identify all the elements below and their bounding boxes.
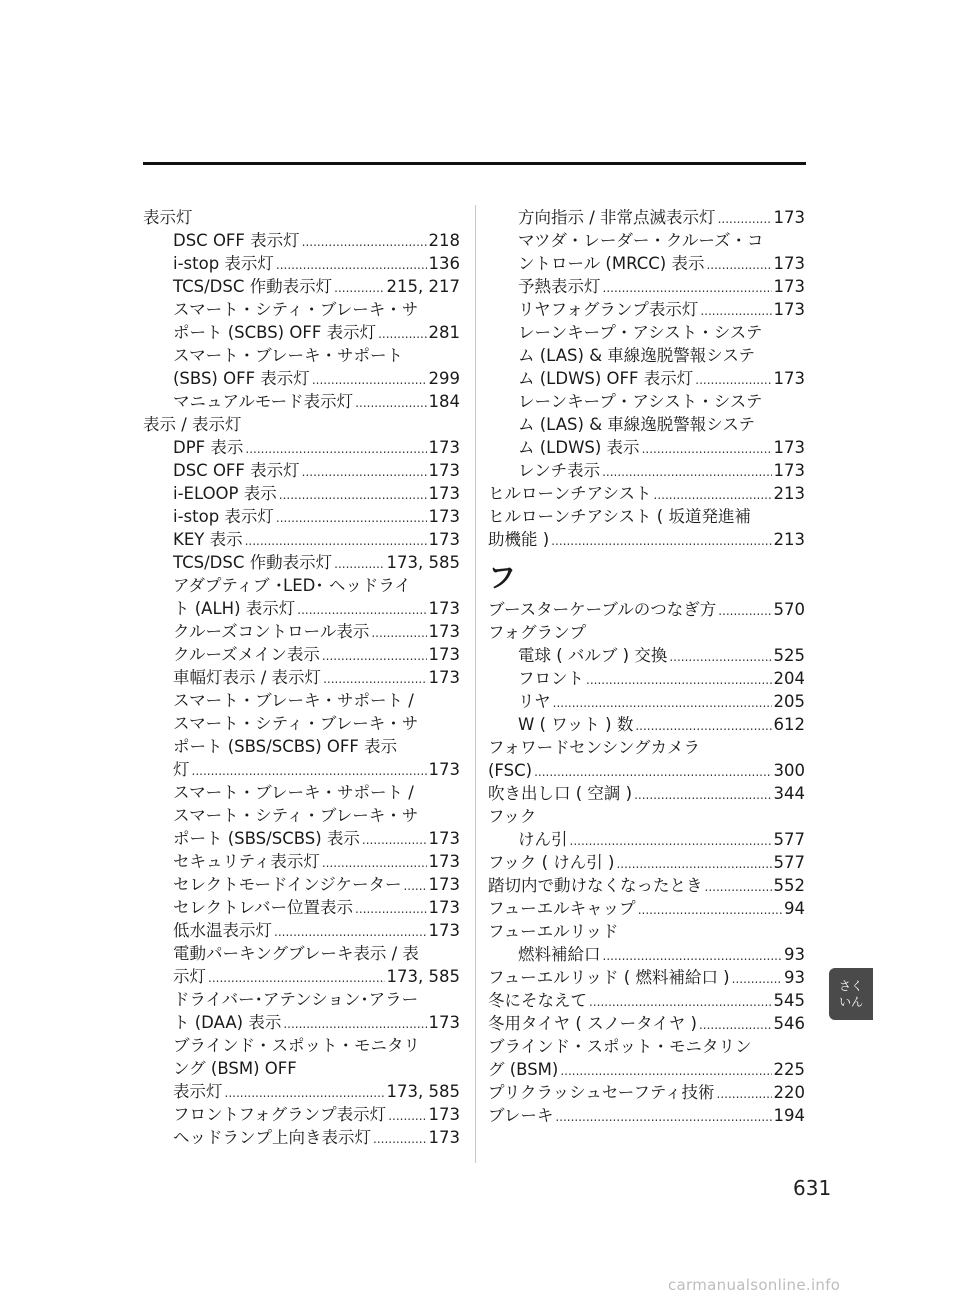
entry-term: フォワードセンシングカメラ (488, 738, 701, 757)
entry-leader-dots (297, 597, 426, 620)
entry-leader-dots (560, 1058, 771, 1081)
entry-page-ref[interactable]: 612 (773, 715, 805, 734)
entry-term: レンチ表示 (518, 461, 601, 480)
entry-term: 表示 / 表示灯 (143, 415, 242, 434)
entry-page-ref[interactable]: 173, 585 (386, 553, 460, 572)
index-entry (488, 390, 805, 413)
entry-leader-dots (279, 482, 427, 505)
index-entry (143, 620, 460, 643)
entry-term: 吹き出し口 ( 空調 ) (488, 784, 633, 803)
entry-term: ントロール (MRCC) 表示 (518, 254, 705, 273)
entry-term: フロント (518, 669, 584, 688)
entry-page-ref[interactable]: 173 (428, 829, 460, 848)
entry-leader-dots (589, 989, 772, 1012)
entry-leader-dots (586, 667, 772, 690)
index-entry (488, 298, 805, 321)
index-entry (143, 597, 460, 620)
index-entry (488, 1081, 805, 1104)
entry-term: アダプティブ ･LED･ ヘッドライ (173, 576, 411, 595)
entry-term: フック ( けん引 ) (488, 853, 615, 872)
index-entry (488, 621, 805, 644)
index-entry (143, 344, 460, 367)
entry-term: 示灯 (173, 967, 206, 986)
entry-term: リヤフォグランプ表示灯 (518, 300, 699, 319)
entry-leader-dots (705, 874, 772, 897)
index-entry (143, 206, 460, 229)
entry-page-ref[interactable]: 299 (428, 369, 460, 388)
entry-term: スマート・シティ・ブレーキ・サ (173, 806, 419, 825)
index-entry (143, 1126, 460, 1149)
entry-page-ref[interactable]: 173 (773, 277, 805, 296)
entry-leader-dots (355, 896, 426, 919)
entry-page-ref[interactable]: 194 (773, 1106, 805, 1125)
entry-leader-dots (276, 252, 427, 275)
index-entry (488, 851, 805, 874)
index-entry (143, 459, 460, 482)
index-entry (488, 943, 805, 966)
entry-leader-dots (634, 782, 771, 805)
index-entry (143, 1057, 460, 1080)
entry-term: ム (LDWS) OFF 表示灯 (518, 369, 694, 388)
index-entry (143, 804, 460, 827)
index-column-right (488, 206, 805, 1127)
index-entry (488, 252, 805, 275)
index-entry (488, 459, 805, 482)
entry-leader-dots (603, 275, 772, 298)
entry-term: 車幅灯表示 / 表示灯 (173, 668, 322, 687)
index-entry (488, 436, 805, 459)
entry-term: ム (LAS) & 車線逸脱警報システ (518, 346, 755, 365)
entry-term: グ (BSM) (488, 1060, 559, 1079)
entry-term: フック (488, 807, 537, 826)
entry-term: 表示灯 (173, 1082, 223, 1101)
index-entry (488, 528, 805, 551)
index-entry (488, 690, 805, 713)
entry-term: (SBS) OFF 表示灯 (173, 369, 310, 388)
entry-leader-dots (225, 1080, 385, 1103)
entry-page-ref[interactable]: 173 (428, 461, 460, 480)
entry-leader-dots (322, 850, 427, 873)
index-entry (143, 965, 460, 988)
entry-leader-dots (570, 828, 772, 851)
page-number: 631 (793, 1176, 832, 1200)
entry-term: 灯 (173, 760, 190, 779)
entry-leader-dots (302, 229, 427, 252)
side-tab-line2: いん (838, 995, 863, 1009)
entry-leader-dots (654, 482, 772, 505)
entry-leader-dots (706, 252, 771, 275)
entry-leader-dots (635, 713, 771, 736)
entry-term: セレクトモードインジケーター (173, 875, 402, 894)
index-entry (488, 805, 805, 828)
entry-leader-dots (302, 459, 427, 482)
index-entry (143, 275, 460, 298)
entry-page-ref[interactable]: 94 (784, 899, 805, 918)
entry-page-ref[interactable]: 173 (773, 461, 805, 480)
index-entry (488, 321, 805, 344)
entry-term: i-stop 表示灯 (173, 254, 274, 273)
entry-page-ref[interactable]: 204 (773, 669, 805, 688)
entry-term: リヤ (518, 692, 551, 711)
entry-leader-dots (373, 1126, 427, 1149)
entry-page-ref[interactable]: 173 (428, 1013, 460, 1032)
entry-page-ref[interactable]: 218 (428, 231, 460, 250)
index-entry (143, 413, 460, 436)
entry-leader-dots (245, 436, 426, 459)
entry-page-ref[interactable]: 173 (428, 898, 460, 917)
entry-term: TCS/DSC 作動表示灯 (173, 553, 333, 572)
index-entry (143, 735, 460, 758)
index-entry (143, 1103, 460, 1126)
entry-page-ref[interactable]: 173 (773, 438, 805, 457)
entry-term: ドライバー･アテンション･アラー (173, 990, 419, 1009)
entry-page-ref[interactable]: 173 (428, 875, 460, 894)
entry-leader-dots (699, 1012, 772, 1035)
side-tab-line1: さく (838, 979, 863, 993)
entry-term: スマート・ブレーキ・サポート / (173, 691, 414, 710)
entry-term: i-stop 表示灯 (173, 507, 274, 526)
entry-leader-dots (192, 758, 427, 781)
index-group-fu (488, 598, 805, 1127)
entry-page-ref[interactable]: 215, 217 (386, 277, 460, 296)
entry-term: 方向指示 / 非常点滅表示灯 (518, 208, 716, 227)
entry-term: (FSC) (488, 761, 533, 780)
index-entry (143, 988, 460, 1011)
index-entry (143, 367, 460, 390)
index-entry (143, 482, 460, 505)
index-entry (143, 1034, 460, 1057)
entry-term: マニュアルモード表示灯 (173, 392, 354, 411)
index-entry (143, 229, 460, 252)
entry-page-ref[interactable]: 173 (428, 852, 460, 871)
entry-page-ref[interactable]: 205 (773, 692, 805, 711)
index-entry (143, 827, 460, 850)
entry-term: レーンキープ・アシスト・システ (518, 392, 763, 411)
index-entry (488, 206, 805, 229)
index-column-left (143, 206, 460, 1149)
entry-page-ref[interactable]: 570 (773, 600, 805, 619)
entry-page-ref[interactable]: 225 (773, 1060, 805, 1079)
top-rule (143, 162, 806, 165)
entry-term: ング (BSM) OFF (173, 1059, 297, 1078)
index-entry (143, 666, 460, 689)
index-entry (143, 850, 460, 873)
entry-term: 燃料補給口 (518, 945, 601, 964)
entry-term: フォグランプ (488, 623, 587, 642)
index-entry (143, 505, 460, 528)
entry-term: ト (ALH) 表示灯 (173, 599, 296, 618)
index-entry (488, 828, 805, 851)
entry-term: 電動パーキングブレーキ表示 / 表 (173, 944, 419, 963)
index-entry (488, 482, 805, 505)
entry-term: スマート・ブレーキ・サポート / (173, 783, 414, 802)
index-entry (488, 367, 805, 390)
entry-term: 助機能 ) (488, 530, 550, 549)
entry-leader-dots (323, 666, 426, 689)
index-entry (143, 551, 460, 574)
index-entry (143, 1080, 460, 1103)
entry-leader-dots (616, 851, 771, 874)
entry-leader-dots (371, 620, 426, 643)
entry-term: ポート (SCBS) OFF 表示灯 (173, 323, 377, 342)
index-entry (143, 252, 460, 275)
entry-page-ref[interactable]: 93 (784, 945, 805, 964)
index-entry (488, 598, 805, 621)
entry-leader-dots (551, 528, 771, 551)
index-entry (143, 574, 460, 597)
entry-term: フューエルリッド ( 燃料補給口 ) (488, 968, 730, 987)
entry-page-ref[interactable]: 552 (773, 876, 805, 895)
entry-leader-dots (603, 943, 783, 966)
entry-leader-dots (283, 1011, 426, 1034)
entry-leader-dots (718, 206, 772, 229)
entry-page-ref[interactable]: 525 (773, 646, 805, 665)
index-entry (488, 1012, 805, 1035)
column-divider (475, 205, 476, 1163)
entry-term: クルーズメイン表示 (173, 645, 320, 664)
entry-leader-dots (362, 827, 427, 850)
entry-page-ref[interactable]: 173 (428, 760, 460, 779)
entry-term: i-ELOOP 表示 (173, 484, 277, 503)
entry-term: レーンキープ・アシスト・システ (518, 323, 763, 342)
entry-term: ヘッドランプ上向き表示灯 (173, 1128, 371, 1147)
entry-page-ref[interactable]: 173 (428, 921, 460, 940)
entry-page-ref[interactable]: 281 (428, 323, 460, 342)
entry-page-ref[interactable]: 173 (428, 1128, 460, 1147)
index-entry (143, 919, 460, 942)
index-group-top (488, 206, 805, 551)
index-entry (488, 713, 805, 736)
index-entry (488, 667, 805, 690)
entry-leader-dots (717, 1081, 772, 1104)
entry-leader-dots (378, 321, 426, 344)
entry-page-ref[interactable]: 173 (773, 369, 805, 388)
entry-page-ref[interactable]: 173 (773, 208, 805, 227)
index-entry (488, 413, 805, 436)
entry-page-ref[interactable]: 173 (428, 484, 460, 503)
index-entry (488, 1035, 805, 1058)
entry-term: 冬にそなえて (488, 991, 587, 1010)
entry-leader-dots (312, 367, 427, 390)
entry-page-ref[interactable]: 300 (773, 761, 805, 780)
entry-page-ref[interactable]: 577 (773, 830, 805, 849)
entry-page-ref[interactable]: 173 (428, 1105, 460, 1124)
entry-page-ref[interactable]: 173 (428, 668, 460, 687)
entry-term: DSC OFF 表示灯 (173, 461, 300, 480)
index-entry (488, 275, 805, 298)
index-entry (143, 896, 460, 919)
index-entry (143, 873, 460, 896)
entry-page-ref[interactable]: 577 (773, 853, 805, 872)
entry-page-ref[interactable]: 173, 585 (386, 1082, 460, 1101)
entry-page-ref[interactable]: 545 (773, 991, 805, 1010)
index-entry (488, 736, 805, 759)
entry-leader-dots (695, 367, 771, 390)
entry-leader-dots (732, 966, 782, 989)
index-entry (488, 989, 805, 1012)
index-entry (488, 644, 805, 667)
entry-term: DPF 表示 (173, 438, 244, 457)
entry-term: 低水温表示灯 (173, 921, 272, 940)
entry-page-ref[interactable]: 173 (773, 254, 805, 273)
entry-leader-dots (274, 919, 427, 942)
entry-term: けん引 (518, 830, 568, 849)
entry-leader-dots (700, 298, 771, 321)
entry-term: ヒルローンチアシスト (488, 484, 652, 503)
entry-term: 表示灯 (143, 208, 193, 227)
entry-leader-dots (638, 897, 782, 920)
entry-term: フューエルキャップ (488, 899, 636, 918)
index-entry (488, 782, 805, 805)
entry-leader-dots (322, 643, 427, 666)
index-entry (488, 229, 805, 252)
entry-page-ref[interactable]: 173 (428, 530, 460, 549)
index-entry (143, 321, 460, 344)
entry-leader-dots (245, 528, 427, 551)
entry-term: ブレーキ (488, 1106, 554, 1125)
entry-term: スマート・シティ・ブレーキ・サ (173, 714, 419, 733)
entry-term: スマート・シティ・ブレーキ・サ (173, 300, 419, 319)
entry-leader-dots (534, 759, 771, 782)
entry-term: セレクトレバー位置表示 (173, 898, 354, 917)
index-entry (488, 344, 805, 367)
index-entry (143, 436, 460, 459)
entry-term: 電球 ( バルブ ) 交換 (518, 646, 668, 665)
entry-leader-dots (334, 275, 384, 298)
index-entry (488, 897, 805, 920)
entry-leader-dots (555, 1104, 771, 1127)
entry-term: ブラインド・スポット・モニタリ (173, 1036, 421, 1055)
entry-leader-dots (718, 598, 771, 621)
entry-term: 冬用タイヤ ( スノータイヤ ) (488, 1014, 697, 1033)
entry-term: 予熱表示灯 (518, 277, 601, 296)
entry-term: W ( ワット ) 数 (518, 715, 634, 734)
entry-page-ref[interactable]: 546 (773, 1014, 805, 1033)
entry-page-ref[interactable]: 184 (428, 392, 460, 411)
entry-term: フューエルリッド (488, 922, 619, 941)
entry-leader-dots (388, 1103, 426, 1126)
index-entry (488, 759, 805, 782)
entry-page-ref[interactable]: 173, 585 (386, 967, 460, 986)
index-entry (488, 966, 805, 989)
index-entry (143, 1011, 460, 1034)
entry-term: ブラインド・スポット・モニタリン (488, 1037, 752, 1056)
entry-page-ref[interactable]: 136 (428, 254, 460, 273)
entry-term: TCS/DSC 作動表示灯 (173, 277, 333, 296)
index-side-tab[interactable] (829, 968, 873, 1020)
entry-term: セキュリティ表示灯 (173, 852, 320, 871)
entry-page-ref[interactable]: 213 (773, 484, 805, 503)
entry-leader-dots (355, 390, 426, 413)
index-entry (143, 712, 460, 735)
entry-term: スマート・ブレーキ・サポート (173, 346, 404, 365)
index-entry (143, 758, 460, 781)
watermark: carmanualsonline.info (668, 1276, 841, 1294)
entry-leader-dots (276, 505, 427, 528)
entry-term: DSC OFF 表示灯 (173, 231, 300, 250)
entry-page-ref[interactable]: 344 (773, 784, 805, 803)
index-entry (488, 920, 805, 943)
entry-page-ref[interactable]: 220 (773, 1083, 805, 1102)
index-entry (143, 390, 460, 413)
index-entry (143, 528, 460, 551)
index-entry (488, 505, 805, 528)
entry-term: プリクラッシュセーフティ技術 (488, 1083, 715, 1102)
entry-term: ブースターケーブルのつなぎ方 (488, 600, 717, 619)
entry-term: 踏切内で動けなくなったとき (488, 876, 703, 895)
index-entry (143, 781, 460, 804)
index-entry (143, 298, 460, 321)
index-entry (143, 689, 460, 712)
index-entry (488, 1058, 805, 1081)
entry-page-ref[interactable]: 173 (428, 645, 460, 664)
entry-leader-dots (602, 459, 771, 482)
entry-term: ト (DAA) 表示 (173, 1013, 282, 1032)
entry-page-ref[interactable]: 173 (428, 438, 460, 457)
entry-page-ref[interactable]: 93 (784, 968, 805, 987)
index-entry (488, 874, 805, 897)
entry-term: マツダ・レーダー・クルーズ・コ (518, 231, 764, 250)
entry-page-ref[interactable]: 173 (773, 300, 805, 319)
entry-term: ム (LDWS) 表示 (518, 438, 640, 457)
entry-page-ref[interactable]: 173 (428, 507, 460, 526)
entry-term: ム (LAS) & 車線逸脱警報システ (518, 415, 755, 434)
entry-leader-dots (553, 690, 772, 713)
entry-page-ref[interactable]: 173 (428, 622, 460, 641)
entry-leader-dots (208, 965, 385, 988)
entry-term: ポート (SBS/SCBS) 表示 (173, 829, 360, 848)
entry-term: クルーズコントロール表示 (173, 622, 370, 641)
entry-page-ref[interactable]: 173 (428, 599, 460, 618)
entry-term: ポート (SBS/SCBS) OFF 表示 (173, 737, 398, 756)
index-entry (143, 942, 460, 965)
entry-term: KEY 表示 (173, 530, 243, 549)
entry-leader-dots (642, 436, 772, 459)
entry-leader-dots (669, 644, 771, 667)
index-entry (143, 643, 460, 666)
entry-term: ヒルローンチアシスト ( 坂道発進補 (488, 507, 751, 526)
entry-page-ref[interactable]: 213 (773, 530, 805, 549)
section-letter: フ (488, 561, 517, 594)
index-entry (488, 1104, 805, 1127)
entry-term: フロントフォグランプ表示灯 (173, 1105, 387, 1124)
entry-leader-dots (334, 551, 384, 574)
entry-leader-dots (403, 873, 426, 896)
